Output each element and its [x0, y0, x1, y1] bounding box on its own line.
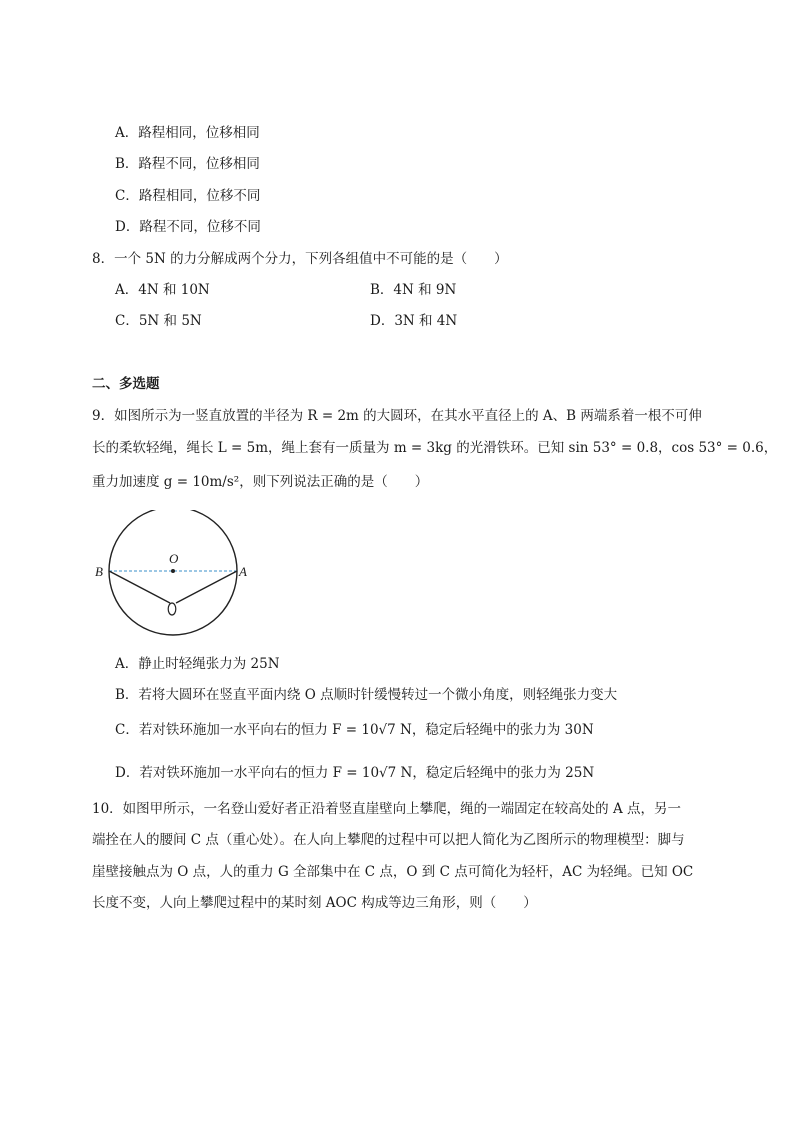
q7-option-c: C．路程相同，位移不同	[115, 188, 261, 204]
rope-right	[176, 571, 237, 603]
q8-option-c: C．5N 和 5N	[115, 313, 202, 329]
q8-option-a: A．4N 和 10N	[115, 282, 210, 298]
label-a: A	[239, 564, 247, 579]
label-b: B	[95, 564, 103, 579]
iron-ring	[168, 603, 176, 615]
q9-option-d: D．若对铁环施加一水平向右的恒力 F = 10√7 N，稳定后轻绳中的张力为 25N	[115, 765, 595, 781]
center-point	[171, 569, 175, 573]
q7-option-d: D．路程不同，位移不同	[115, 219, 261, 235]
q10-line2: 端拴在人的腰间 C 点（重心处）。在人向上攀爬的过程中可以把人简化为乙图所示的物理模型：脚与	[92, 832, 685, 848]
section-heading: 二、多选题	[92, 376, 160, 392]
label-o: O	[169, 551, 179, 566]
q8-option-b: B．4N 和 9N	[370, 282, 457, 298]
q7-option-a: A．路程相同，位移相同	[115, 125, 260, 141]
q8-option-d: D．3N 和 4N	[370, 313, 458, 329]
q9-stem-line2: 长的柔软轻绳，绳长 L = 5m，绳上套有一质量为 m = 3kg 的光滑铁环。已知 sin 53° = 0.8，cos 53° = 0.6，	[92, 440, 778, 456]
q8-stem: 8．一个 5N 的力分解成两个分力，下列各组值中不可能的是（ ）	[92, 251, 508, 267]
q10-line1: 10．如图甲所示，一名登山爱好者正沿着竖直崖壁向上攀爬，绳的一端固定在较高处的 A 点，另一	[92, 801, 682, 817]
q9-ring-diagram	[88, 510, 258, 640]
rope-left	[109, 571, 170, 603]
q10-line3: 崖壁接触点为 O 点，人的重力 G 全部集中在 C 点，O 到 C 点可简化为轻杆，AC 为轻绳。已知 OC	[92, 864, 694, 880]
q9-option-b: B．若将大圆环在竖直平面内绕 O 点顺时针缓慢转过一个微小角度，则轻绳张力变大	[115, 687, 618, 703]
q10-line4: 长度不变，人向上攀爬过程中的某时刻 AOC 构成等边三角形，则（ ）	[92, 895, 537, 911]
q9-option-a: A．静止时轻绳张力为 25N	[115, 656, 280, 672]
q9-stem-line3: 重力加速度 g = 10m/s²，则下列说法正确的是（ ）	[92, 474, 429, 490]
q9-option-c: C．若对铁环施加一水平向右的恒力 F = 10√7 N，稳定后轻绳中的张力为 30N	[115, 722, 594, 738]
q7-option-b: B．路程不同，位移相同	[115, 156, 260, 172]
q9-stem-line1: 9．如图所示为一竖直放置的半径为 R = 2m 的大圆环，在其水平直径上的 A、B 两端系着一根不可伸	[92, 408, 702, 424]
